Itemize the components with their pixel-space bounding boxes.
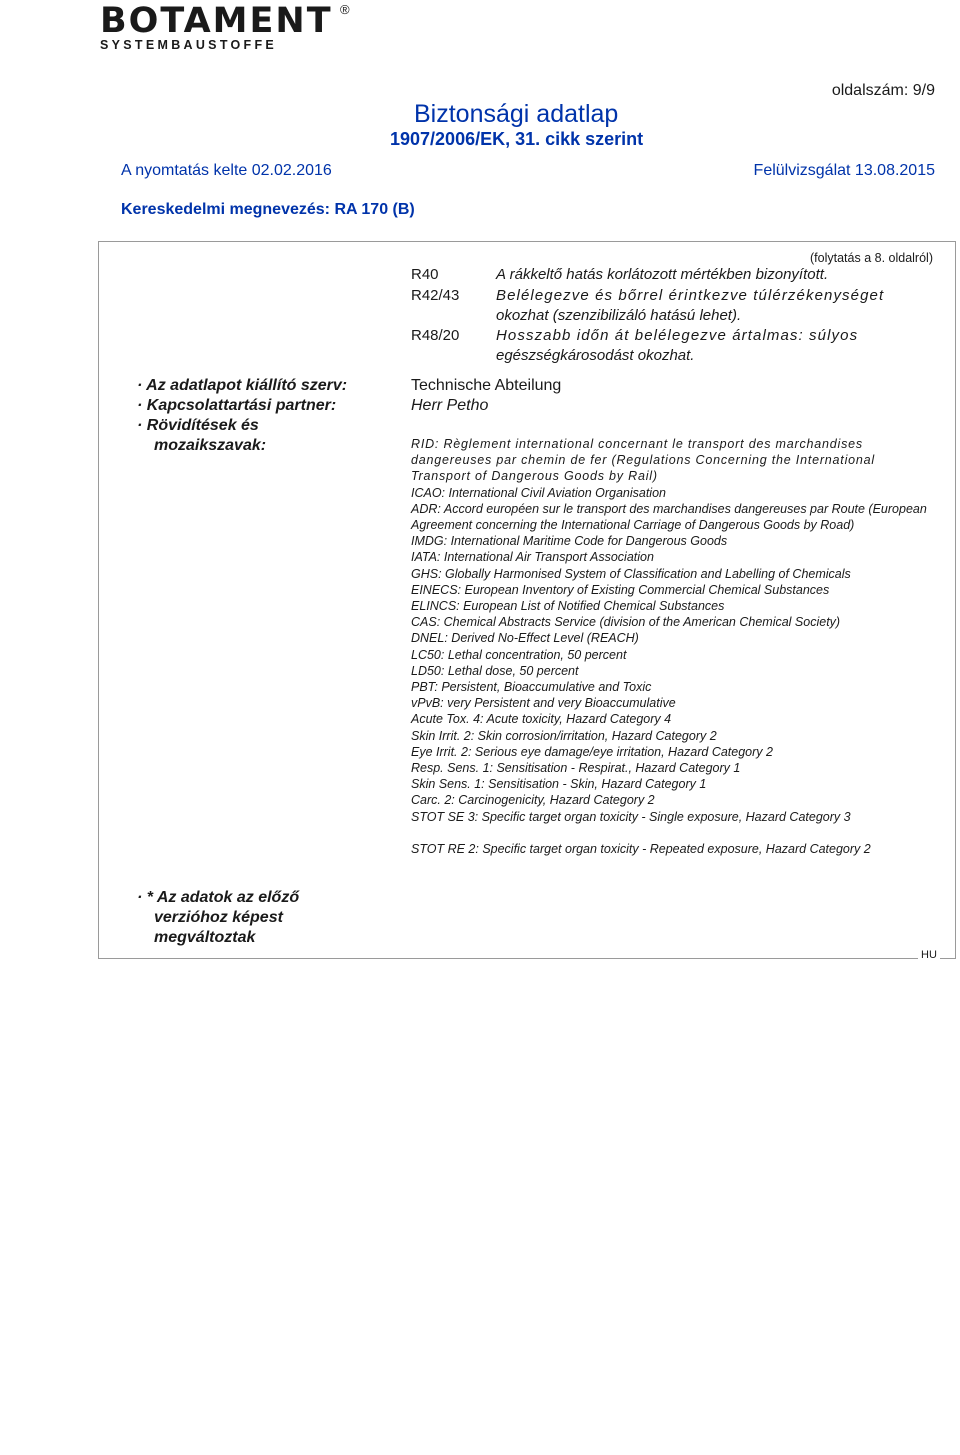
r-phrase-text: Hosszabb időn át belélegezve ártalmas: súlyos	[496, 327, 859, 344]
abbreviation-item: LD50: Lethal dose, 50 percent	[411, 663, 579, 678]
r-phrase-code: R48/20	[411, 327, 460, 344]
r-phrase-text-continued: okozhat (szenzibilizáló hatású lehet).	[496, 307, 742, 324]
r-phrase-text: A rákkeltő hatás korlátozott mértékben bizonyított.	[496, 266, 829, 283]
abbreviation-item: IATA: International Air Transport Association	[411, 550, 654, 565]
abbreviations-label: · Rövidítések és	[137, 417, 259, 434]
abbreviation-item: Resp. Sens. 1: Sensitisation - Respirat., Hazard Category 1	[411, 761, 741, 776]
abbreviation-item: RID: Règlement international concernant le transport des marchandises dangereuses par chemin de fer (Regulations Concerning the International Transport of Dangerous Goods by Rail)	[411, 437, 875, 484]
r-phrase-text-continued: egészségkárosodást okozhat.	[496, 347, 695, 364]
abbreviation-item: LC50: Lethal concentration, 50 percent	[411, 647, 627, 662]
page-number: oldalszám: 9/9	[831, 82, 935, 99]
trade-name: Kereskedelmi megnevezés: RA 170 (B)	[121, 201, 415, 218]
contact-value: Herr Petho	[411, 397, 489, 414]
document-subtitle: 1907/2006/EK, 31. cikk szerint	[390, 129, 644, 149]
abbreviation-item: vPvB: very Persistent and very Bioaccumulative	[411, 696, 676, 711]
company-logo	[100, 1, 333, 41]
abbreviation-item: ADR: Accord européen sur le transport des marchandises dangereuses par Route (European Agreement concerning the International Carriage of Dangerous Goods by Road)	[411, 501, 927, 533]
changes-label-continued: megváltoztak	[154, 929, 256, 946]
logo-name: BOTAMENT	[100, 1, 333, 41]
language-code: HU	[918, 949, 940, 961]
abbreviation-item: DNEL: Derived No-Effect Level (REACH)	[411, 631, 639, 646]
print-date: A nyomtatás kelte 02.02.2016	[121, 162, 332, 179]
abbreviation-item: STOT RE 2: Specific target organ toxicity - Repeated exposure, Hazard Category 2	[411, 841, 871, 856]
abbreviations-label-continued: mozaikszavak:	[154, 437, 267, 454]
registered-mark: ®	[340, 2, 350, 17]
abbreviation-item: Skin Sens. 1: Sensitisation - Skin, Hazard Category 1	[411, 777, 707, 792]
issuer-value: Technische Abteilung	[411, 377, 562, 394]
issuer-label: · Az adatlapot kiállító szerv:	[137, 377, 348, 394]
abbreviation-item: ICAO: International Civil Aviation Organisation	[411, 485, 666, 500]
r-phrase-code: R42/43	[411, 287, 460, 304]
abbreviation-item: Acute Tox. 4: Acute toxicity, Hazard Category 4	[411, 712, 672, 727]
logo-tagline: SYSTEMBAUSTOFFE	[100, 38, 278, 52]
revision-date: Felülvizsgálat 13.08.2015	[753, 162, 935, 179]
abbreviations-list	[411, 436, 937, 857]
abbreviation-item: ELINCS: European List of Notified Chemical Substances	[411, 599, 725, 614]
abbreviation-item: Skin Irrit. 2: Skin corrosion/irritation, Hazard Category 2	[411, 728, 717, 743]
contact-label: · Kapcsolattartási partner:	[137, 397, 337, 414]
abbreviation-item: EINECS: European Inventory of Existing Commercial Chemical Substances	[411, 582, 830, 597]
changes-label-continued: verzióhoz képest	[154, 909, 283, 926]
changes-label: · * Az adatok az előző	[137, 889, 300, 906]
r-phrase-text: Belélegezve és bőrrel érintkezve túlérzékenységet	[496, 287, 885, 304]
abbreviation-item: IMDG: International Maritime Code for Dangerous Goods	[411, 534, 728, 549]
section-content-box	[98, 241, 956, 959]
abbreviation-item: Carc. 2: Carcinogenicity, Hazard Category 2	[411, 793, 655, 808]
abbreviation-item: PBT: Persistent, Bioaccumulative and Toxic	[411, 680, 652, 695]
abbreviation-item: GHS: Globally Harmonised System of Classification and Labelling of Chemicals	[411, 566, 851, 581]
abbreviation-item: CAS: Chemical Abstracts Service (division of the American Chemical Society)	[411, 615, 841, 630]
abbreviation-item: STOT SE 3: Specific target organ toxicity - Single exposure, Hazard Category 3	[411, 809, 851, 824]
document-title: Biztonsági adatlap	[414, 100, 619, 128]
continued-from-note: (folytatás a 8. oldalról)	[810, 251, 933, 265]
r-phrase-code: R40	[411, 266, 439, 283]
abbreviation-item: Eye Irrit. 2: Serious eye damage/eye irritation, Hazard Category 2	[411, 744, 773, 759]
